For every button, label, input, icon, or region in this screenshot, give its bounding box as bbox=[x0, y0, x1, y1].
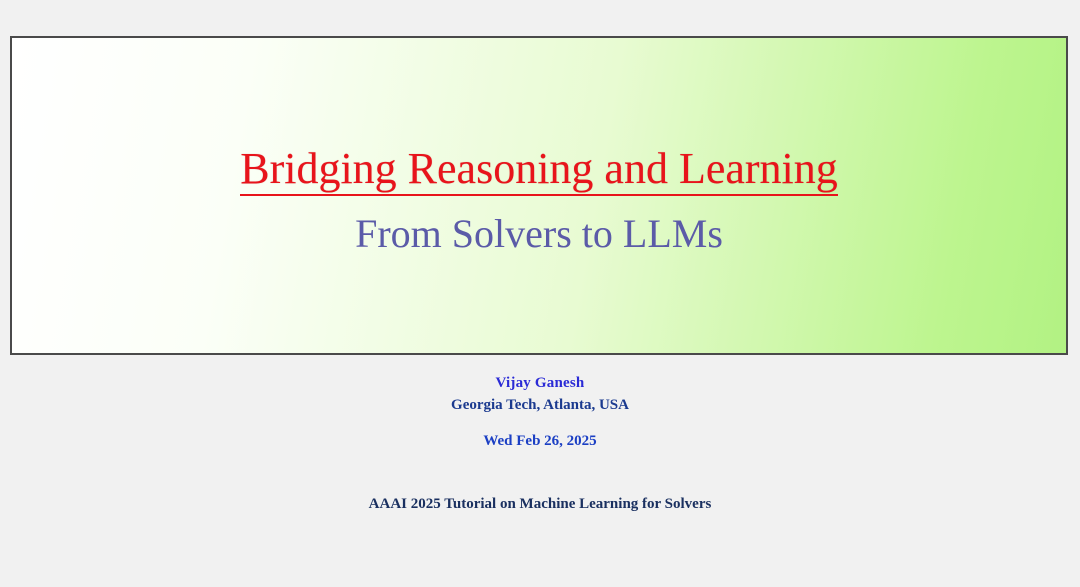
slide-subtitle: From Solvers to LLMs bbox=[355, 211, 723, 257]
title-banner bbox=[10, 36, 1068, 355]
slide-title: Bridging Reasoning and Learning bbox=[240, 146, 838, 196]
credits-block bbox=[0, 375, 1080, 513]
venue-title: AAAI 2025 Tutorial on Machine Learning for Solvers bbox=[368, 496, 712, 512]
presentation-date: Wed Feb 26, 2025 bbox=[483, 433, 597, 449]
title-block bbox=[12, 146, 1066, 256]
author-name: Vijay Ganesh bbox=[495, 375, 585, 391]
author-affiliation: Georgia Tech, Atlanta, USA bbox=[451, 397, 629, 413]
